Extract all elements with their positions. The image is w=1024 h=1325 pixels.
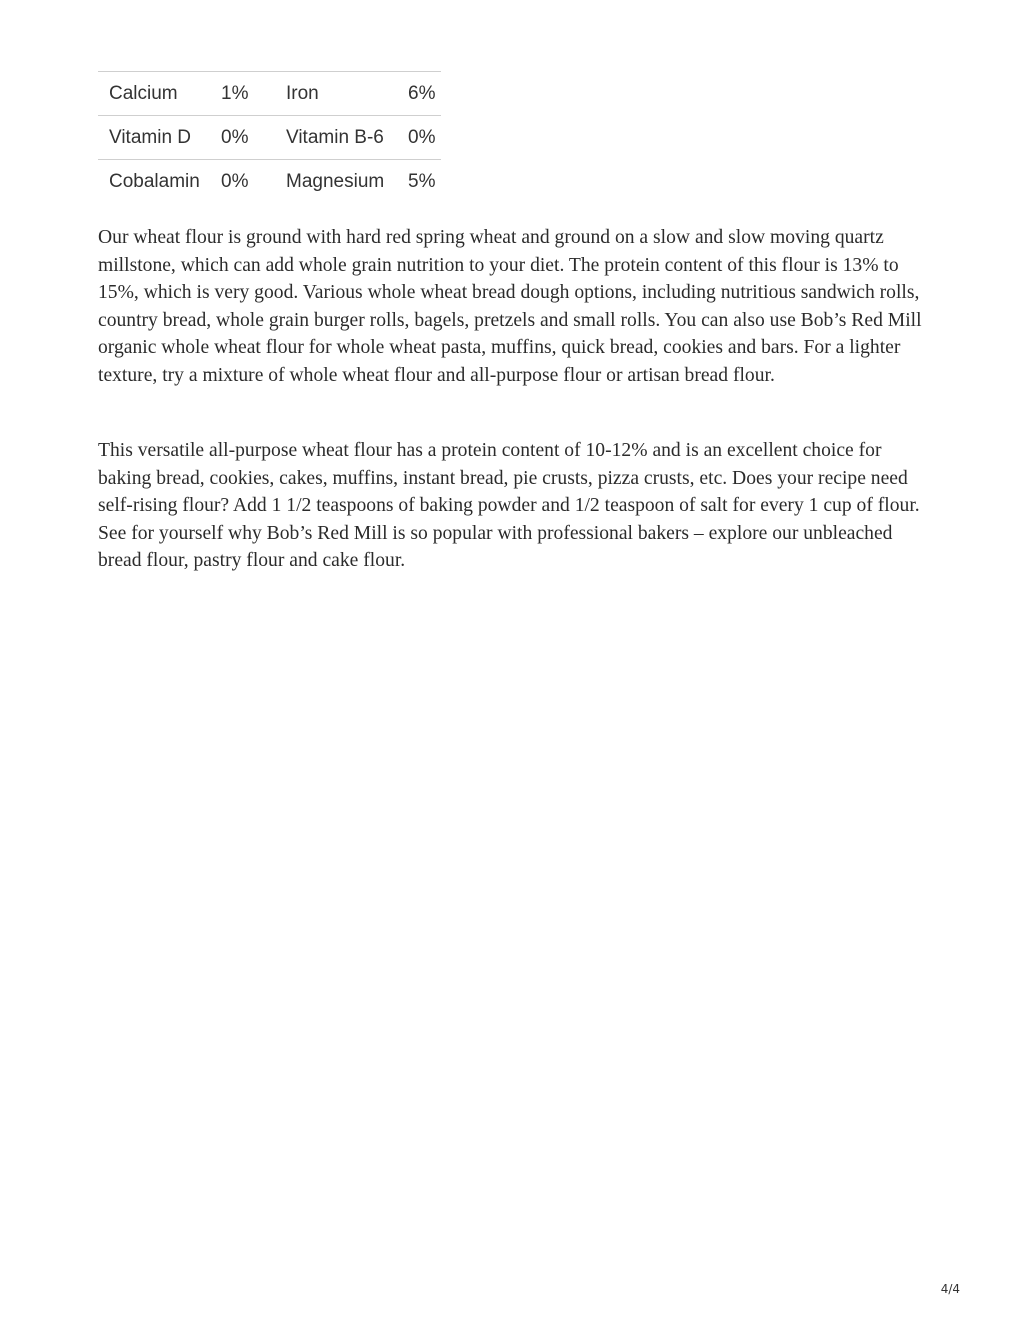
nutrient-name: Vitamin B-6 bbox=[286, 126, 384, 148]
nutrient-name: Magnesium bbox=[286, 170, 385, 192]
nutrient-name: Iron bbox=[286, 82, 319, 104]
nutrient-name: Cobalamin bbox=[109, 170, 200, 192]
nutrient-value: 5% bbox=[408, 170, 436, 192]
nutrient-value: 0% bbox=[221, 126, 249, 148]
page-number: 4/4 bbox=[940, 1282, 960, 1296]
nutrient-name: Calcium bbox=[109, 82, 178, 104]
nutrient-value: 1% bbox=[221, 82, 249, 104]
nutrient-name: Vitamin D bbox=[109, 126, 192, 148]
table-row bbox=[98, 160, 441, 204]
nutrient-value: 6% bbox=[408, 82, 436, 104]
table-row bbox=[98, 116, 441, 160]
paragraph-whole-wheat-flour: Our wheat flour is ground with hard red spring wheat and ground on a slow and slow moving quartz millstone, which can add whole grain nutrition to your diet. The protein content of this flour is 13% to 15%, which is very good. Various whole wheat bread dough options, including nutritious sandwich rolls, country bread, whole grain burger rolls, bagels, pretzels and small rolls. You can also use Bob’s Red Mill organic whole wheat flour for whole wheat pasta, muffins, quick bread, cookies and bars. For a lighter texture, try a mixture of whole wheat flour and all-purpose flour or artisan bread flour. bbox=[98, 227, 922, 386]
paragraph-all-purpose-flour: This versatile all-purpose wheat flour has a protein content of 10-12% and is an excellent choice for baking bread, cookies, cakes, muffins, instant bread, pie crusts, pizza crusts, etc. Does your recipe need self-rising flour? Add 1 1/2 teaspoons of baking powder and 1/2 teaspoon of salt for every 1 cup of flour. See for yourself why Bob’s Red Mill is so popular with professional bakers – explore our unbleached bread flour, pastry flour and cake flour. bbox=[98, 440, 920, 572]
table-row bbox=[98, 72, 441, 116]
nutrient-value: 0% bbox=[221, 170, 249, 192]
nutrient-value: 0% bbox=[408, 126, 436, 148]
nutrition-table bbox=[98, 71, 441, 204]
